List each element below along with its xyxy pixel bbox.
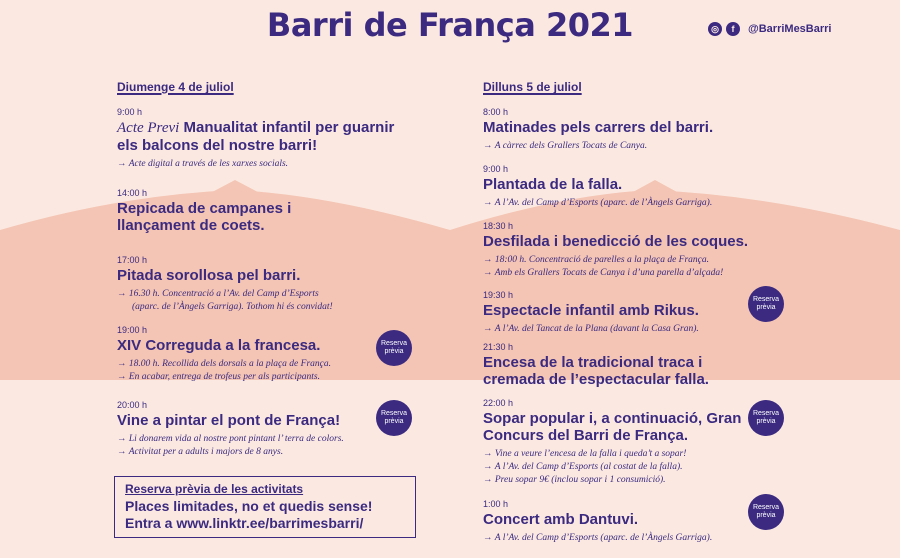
event-left-0 (117, 107, 417, 171)
event-right-2 (483, 221, 793, 280)
social-links (708, 22, 831, 36)
reservation-badge: Reserva prèvia (748, 400, 784, 436)
event-title-text: Manualitat infantil per guarnir els balcons del nostre barri! (117, 119, 395, 154)
event-note: → A l’Av. del Tancat de la Plana (davant la Casa Gran). (483, 324, 699, 334)
event-time: 9:00 h (483, 164, 509, 174)
event-right-5 (483, 398, 763, 487)
event-note: → A l’Av. del Camp d’Esports (aparc. de l’Àngels Garriga). (483, 533, 713, 543)
event-title: Pitada sorollosa pel barri. (117, 267, 301, 284)
event-note: → Li donarem vida al nostre pont pintant l’ terra de colors. (117, 434, 344, 444)
event-left-2 (117, 255, 417, 314)
event-title-prefix: Acte Previ (117, 120, 180, 136)
day-heading-monday: Dilluns 5 de juliol (483, 80, 582, 94)
reservation-line: Places limitades, no et quedis sense! (125, 498, 373, 514)
event-title: Encesa de la tradicional traca i cremada de l’espectacular falla. (483, 354, 709, 388)
instagram-icon[interactable]: ◎ (708, 22, 722, 36)
event-time: 17:00 h (117, 255, 148, 265)
event-time: 20:00 h (117, 400, 148, 410)
event-time: 9:00 h (117, 107, 143, 117)
day-heading-sunday: Diumenge 4 de juliol (117, 80, 234, 94)
event-time: 21:30 h (483, 342, 514, 352)
event-time: 19:00 h (117, 325, 148, 335)
event-right-3 (483, 290, 743, 336)
event-left-4 (117, 400, 377, 459)
event-right-0 (483, 107, 783, 153)
event-time: 18:30 h (483, 221, 514, 231)
reservation-info-box (114, 476, 416, 538)
reservation-link[interactable]: Entra a www.linktr.ee/barrimesbarri/ (125, 515, 364, 531)
event-note: → Amb els Grallers Tocats de Canya i d’una parella d’alçada! (483, 268, 724, 278)
event-time: 19:30 h (483, 290, 514, 300)
facebook-icon[interactable]: f (726, 22, 740, 36)
event-left-3 (117, 325, 377, 384)
reservation-badge: Reserva prèvia (748, 286, 784, 322)
reservation-badge: Reserva prèvia (376, 400, 412, 436)
event-title: Desfilada i benedicció de les coques. (483, 233, 749, 250)
event-time: 14:00 h (117, 188, 148, 198)
event-title: Matinades pels carrers del barri. (483, 119, 714, 136)
event-note: → Vine a veure l’encesa de la falla i queda’t a sopar! (483, 449, 687, 459)
event-note: → 18.00 h. Recollida dels dorsals a la plaça de França. (117, 359, 331, 369)
event-note: → A càrrec dels Grallers Tocats de Canya. (483, 141, 648, 151)
event-note: (aparc. de l’Àngels Garriga). Tothom hi és convidat! (132, 302, 333, 312)
event-left-1 (117, 188, 317, 238)
event-title: Concert amb Dantuvi. (483, 511, 639, 528)
event-note: → Preu sopar 9€ (inclou sopar i 1 consumició). (483, 475, 666, 485)
event-title: Plantada de la falla. (483, 176, 623, 193)
event-note: → Activitat per a adults i majors de 8 anys. (117, 447, 284, 457)
reservation-heading: Reserva prèvia de les activitats (125, 482, 304, 496)
page-title: Barri de França 2021 (266, 6, 634, 44)
event-note: → 16.30 h. Concentració a l’Av. del Camp d’Esports (117, 289, 319, 299)
event-time: 8:00 h (483, 107, 509, 117)
event-note: → Acte digital a través de les xarxes socials. (117, 159, 289, 169)
event-note: → A l’Av. del Camp d’Esports (al costat de la falla). (483, 462, 683, 472)
event-right-6 (483, 499, 783, 545)
event-title: XIV Correguda a la francesa. (117, 337, 321, 354)
event-note: → En acabar, entrega de trofeus per als participants. (117, 372, 321, 382)
right-column (483, 80, 582, 108)
left-column (117, 80, 234, 108)
event-right-1 (483, 164, 783, 210)
event-title: Sopar popular i, a continuació, Gran Concurs del Barri de França. (483, 410, 742, 444)
event-title: Repicada de campanes i llançament de coets. (117, 200, 292, 234)
event-note: → A l’Av. del Camp d’Esports (aparc. de l’Àngels Garriga). (483, 198, 713, 208)
event-note: → 18:00 h. Concentració de parelles a la plaça de França. (483, 255, 710, 265)
social-handle: @BarriMesBarri (748, 23, 832, 35)
event-time: 22:00 h (483, 398, 514, 408)
reservation-badge: Reserva prèvia (376, 330, 412, 366)
reservation-badge: Reserva prèvia (748, 494, 784, 530)
event-time: 1:00 h (483, 499, 509, 509)
event-right-4 (483, 342, 763, 392)
event-title: Espectacle infantil amb Rikus. (483, 302, 699, 319)
event-title: Vine a pintar el pont de França! (117, 412, 341, 429)
event-title (117, 119, 417, 154)
